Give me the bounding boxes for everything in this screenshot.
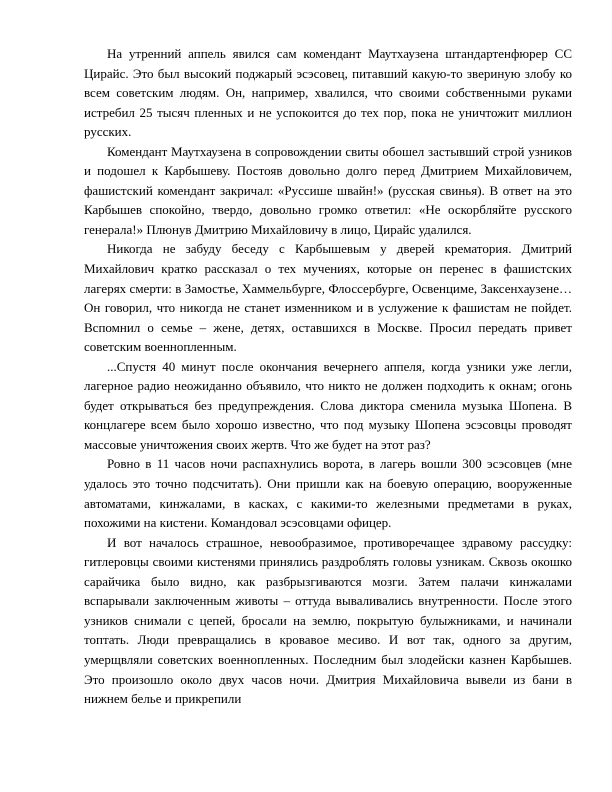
paragraph-commandant-arrival: На утренний аппель явился сам комендант Маутхаузена штандартенфюрер СС Цирайс. Это был высокий поджарый эсэсовец, питавший какую-то звериную злобу ко всем советским людям. Он, например, хвалился, что своими собственными руками истребил 25 тысяч пленных и не успокоится до тех пор, пока не уничтожит миллион русских.	[84, 46, 572, 140]
paragraph-ss-arrival: Ровно в 11 часов ночи распахнулись ворота, в лагерь вошли 300 эсэсовцев (мне удалось это точно подсчитать). Они пришли как на боевую операцию, вооруженные автоматами, кинжалами, в касках, с какими-то железными предметами в руках, похожими на кистени. Командовал эсэсовцами офицер.	[84, 456, 572, 531]
paragraph-crematorium-conversation: Никогда не забуду беседу с Карбышевым у дверей крематория. Дмитрий Михайлович кратко рассказал о тех мучениях, которые он перенес в фашистских лагерях смерти: в Замостье, Хаммельбурге, Флоссербурге, Освенциме, Заксенхаузене… Он говорил, что никогда не станет изменником и в услужение к фашистам не пойдет. Вспомнил о семье – жене, детях, оставшихся в Москве. Просил передать привет советским военнопленным.	[84, 241, 572, 355]
paragraph-massacre: И вот началось страшное, невообразимое, противоречащее здравому рассудку: гитлеровцы своими кистенями принялись раздроблять головы узникам. Сквозь окошко сарайчика было видно, как разбрызгиваются мозги. Затем палачи кинжалами вспарывали заключенным животы – оттуда вываливались внутренности. После этого узников снимали с цепей, бросали на землю, покрытую булыжниками, и начинали топтать. Люди превращались в кровавое месиво. И вот так, одного за другим, умерщвляли советских военнопленных. Последним был злодейски казнен Карбышев. Это произошло около двух часов ночи. Дмитрия Михайловича вывели из бани в нижнем белье и прикрепили	[84, 534, 572, 707]
paragraph-radio-announcement: ...Спустя 40 минут после окончания вечернего аппеля, когда узники уже легли, лагерное радио неожиданно объявило, что никто не должен подходить к окнам; огонь будет открываться без предупреждения. Слова диктора сменила музыка Шопена. В концлагере всем было хорошо известно, что под музыку Шопена эсэсовцы проводят массовые уничтожения своих жертв. Что же будет на этот раз?	[84, 358, 572, 452]
paragraph-commandant-insult: Комендант Маутхаузена в сопровождении свиты обошел застывший строй узников и подошел к Карбышеву. Постояв довольно долго перед Дмитрием Михайловичем, фашистский комендант закричал: «Руссише швайн!» (русская свинья). В ответ на это Карбышев спокойно, твердо, довольно громко ответил: «Не оскорбляйте русского генерала!» Плюнув Дмитрию Михайловичу в лицо, Цирайс удалился.	[84, 143, 572, 237]
document-page	[84, 44, 572, 709]
